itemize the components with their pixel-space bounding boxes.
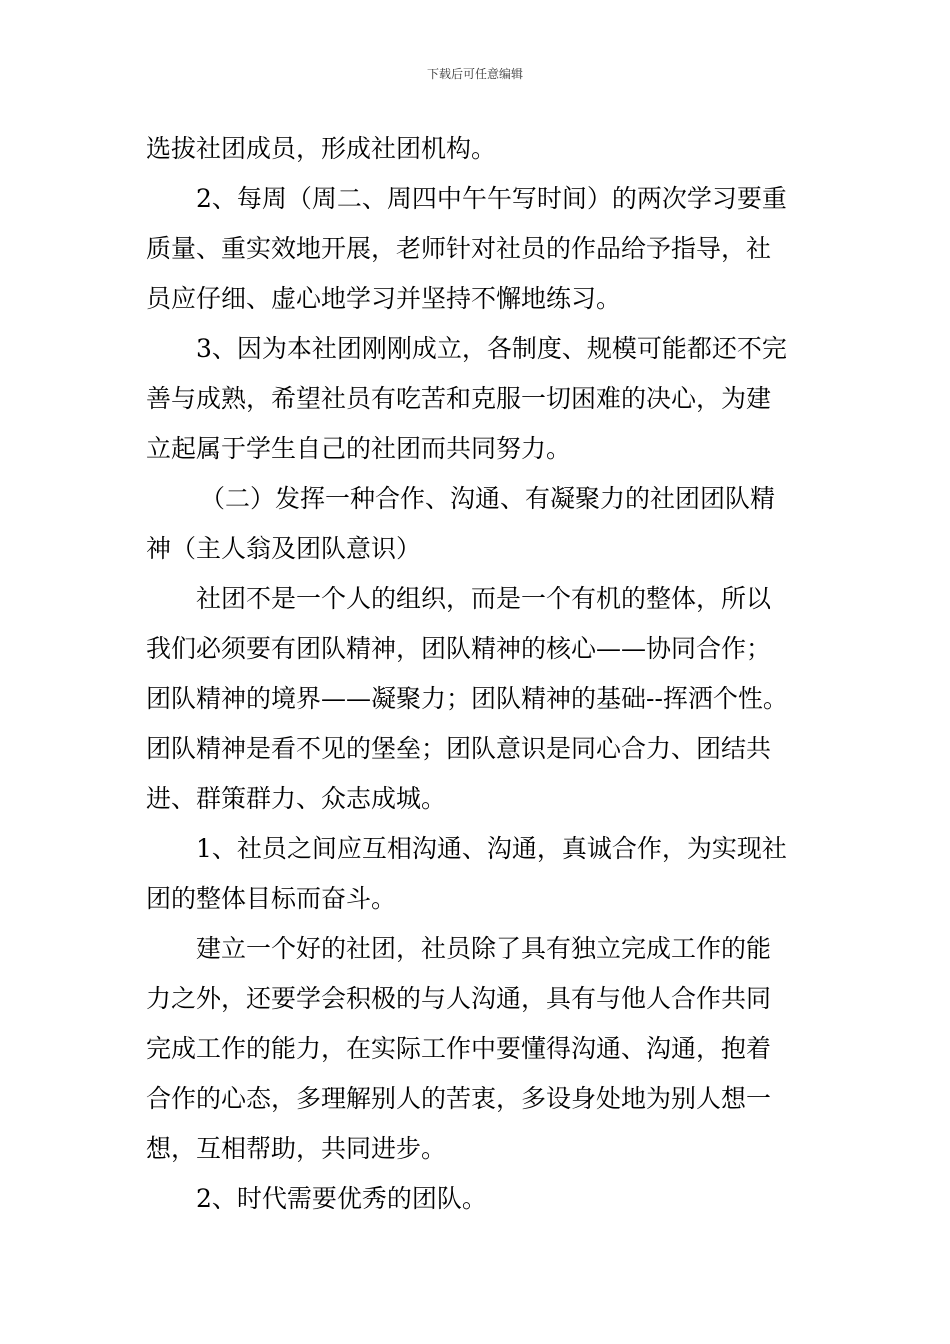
text-line: 完成工作的能力，在实际工作中要懂得沟通、沟通，抱着 [146,1034,772,1063]
text-line: 选拔社团成员，形成社团机构。 [146,134,497,163]
text-line: 团的整体目标而奋斗。 [146,884,397,913]
text-line: 社团不是一个人的组织，而是一个有机的整体，所以 [196,584,772,613]
text-line: 建立一个好的社团，社员除了具有独立完成工作的能 [196,934,772,963]
document-body [146,124,806,1224]
page-header-note: 下载后可任意编辑 [426,67,523,81]
text-line: 我们必须要有团队精神，团队精神的核心——协同合作； [146,634,772,663]
text-line: 力之外，还要学会积极的与人沟通，具有与他人合作共同 [146,984,772,1013]
text-line: 3、因为本社团刚刚成立，各制度、规模可能都还不完 [196,334,787,363]
text-line: 合作的心态，多理解别人的苦衷，多设身处地为别人想一 [146,1084,772,1113]
text-line: 员应仔细、虚心地学习并坚持不懈地练习。 [146,284,622,313]
text-line: 进、群策群力、众志成城。 [146,784,447,813]
section-heading-line: 神（主人翁及团队意识） [146,534,422,563]
text-line: 团队精神是看不见的堡垒；团队意识是同心合力、团结共 [146,734,772,763]
text-line: 2、时代需要优秀的团队。 [196,1184,487,1213]
text-line: 质量、重实效地开展，老师针对社员的作品给予指导，社 [146,234,772,263]
text-line: 2、每周（周二、周四中午午写时间）的两次学习要重 [196,184,787,213]
section-heading-line: （二）发挥一种合作、沟通、有凝聚力的社团团队精 [200,484,776,513]
text-line: 立起属于学生自己的社团而共同努力。 [146,434,572,463]
text-line: 1、社员之间应互相沟通、沟通，真诚合作，为实现社 [196,834,787,863]
text-line: 善与成熟，希望社员有吃苦和克服一切困难的决心，为建 [146,384,772,413]
text-line: 想，互相帮助，共同进步。 [146,1134,447,1163]
text-line: 团队精神的境界——凝聚力；团队精神的基础--挥洒个性。 [146,684,788,713]
